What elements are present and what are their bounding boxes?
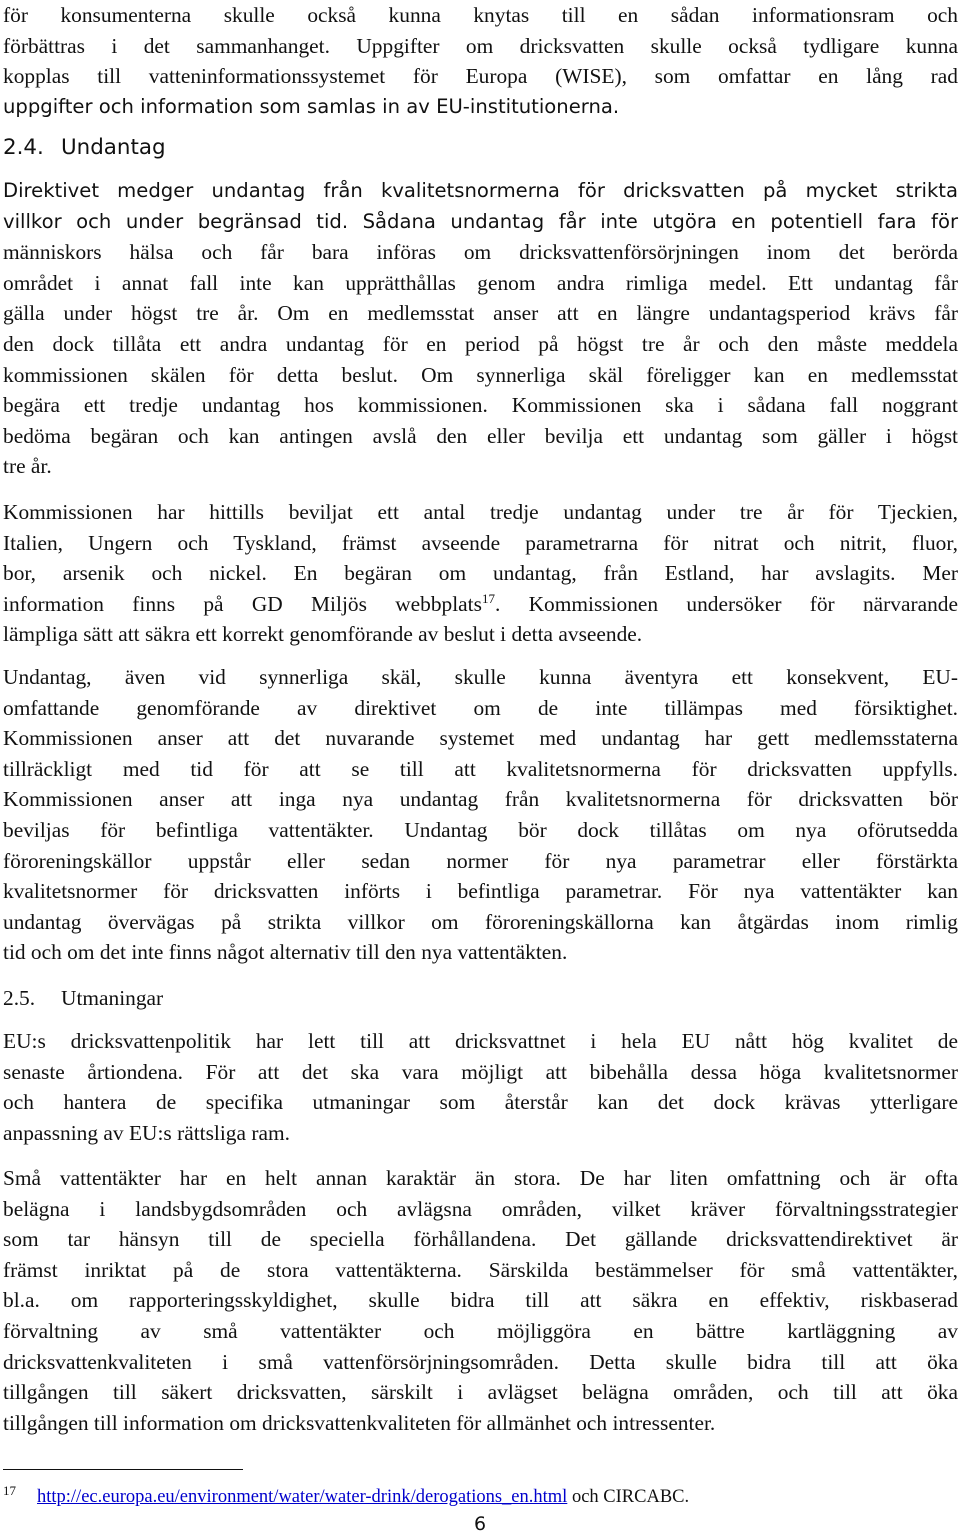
text-line: Små vattentäkter har en helt annan karaktär än stora. De har liten omfattning och är ofta	[3, 1166, 958, 1190]
text-line: den dock tillåta ett andra undantag för en period på högst tre år och den måste meddela	[3, 331, 958, 356]
text-line: som tar hänsyn till de speciella förhållandena. Det gällande dricksvattendirektivet är	[3, 1227, 958, 1252]
text-line: lämpliga sätt att säkra ett korrekt genomförande av beslut i detta avseende.	[3, 622, 643, 647]
text-line: Kommissionen har hittills beviljat ett antal tredje undantag under tre år för Tjeckien,	[3, 500, 958, 524]
text-line: beviljas för befintliga vattentäkter. Undantag bör dock tillåtas om nya oförutsedda	[3, 817, 958, 842]
text-line: anpassning av EU:s rättsliga ram.	[3, 1120, 290, 1145]
text-line: undantag övervägas på strikta villkor om föroreningskällorna kan åtgärdas inom rimlig	[3, 909, 958, 934]
challenges-paragraph-1	[3, 1026, 958, 1148]
text-line	[3, 589, 958, 620]
section-number: 2.5.	[3, 986, 36, 1010]
footnote-trailing-text: och CIRCABC.	[567, 1487, 690, 1507]
section-heading-2-4	[3, 133, 166, 163]
footnote-separator	[3, 1469, 243, 1470]
section-heading-2-5	[3, 983, 163, 1013]
text-line: EU:s dricksvattenpolitik har lett till att dricksvattnet i hela EU nått hög kvalitet de	[3, 1029, 958, 1053]
text-line: främst inriktat på de stora vattentäkterna. Särskilda bestämmelser för små vattentäkter,	[3, 1257, 958, 1282]
text-line: uppgifter och information som samlas in av EU-institutionerna.	[3, 94, 620, 118]
text-line: tillräckligt med tid för att se till att kvalitetsnormerna för dricksvatten uppfylls.	[3, 756, 958, 781]
text-line: området i annat fall inte kan upprätthållas genom andra rimliga medel. Ett undantag får	[3, 270, 958, 295]
text-segment: information finns på GD Miljös webbplats	[3, 591, 482, 616]
intro-paragraph	[3, 0, 958, 122]
text-line: bor, arsenik och nickel. En begäran om undantag, från Estland, har avslagits. Mer	[3, 561, 958, 586]
text-line: tre år.	[3, 454, 52, 479]
footnote: 17 http://ec.europa.eu/environment/water/water-drink/derogations_en.html och CIRCABC.	[3, 1482, 690, 1507]
text-line: kvalitetsnormer för dricksvatten införts i befintliga parametrar. För nya vattentäkter kan	[3, 879, 958, 904]
text-line: människors hälsa och får bara införas om dricksvattenförsörjningen inom det berörda	[3, 240, 958, 265]
text-line: Italien, Ungern och Tyskland, främst avseende parametrarna för nitrat och nitrit, fluor,	[3, 530, 958, 555]
text-line: gälla under högst tre år. Om en medlemsstat anser att en längre undantagsperiod krävs får	[3, 301, 958, 326]
section-number: 2.4.	[3, 135, 44, 160]
text-line: senaste årtiondena. För att det ska vara möjligt att bibehålla dessa höga kvalitetsnormer	[3, 1059, 958, 1084]
text-line: föroreningskällor uppstår eller sedan normer för nya parametrar eller förstärkta	[3, 848, 958, 873]
text-line: för konsumenterna skulle också kunna knytas till en sådan informationsram och	[3, 3, 958, 27]
page-number: 6	[473, 1513, 487, 1535]
text-line: tid och om det inte finns något alternativ till den nya vattentäkten.	[3, 940, 568, 965]
text-line: dricksvattenkvaliteten i små vattenförsörjningsområden. Detta skulle bidra till att öka	[3, 1349, 958, 1374]
derogation-paragraph-1	[3, 176, 958, 482]
challenges-paragraph-2	[3, 1163, 958, 1438]
text-line: Undantag, även vid synnerliga skäl, skulle kunna äventyra ett konsekvent, EU-	[3, 665, 958, 689]
text-line: Direktivet medger undantag från kvalitetsnormerna för dricksvatten på mycket strikta	[3, 179, 958, 202]
text-line: tillgången till information om dricksvattenkvaliteten för allmänhet och intressenter.	[3, 1410, 716, 1435]
text-line: villkor och under begränsad tid. Sådana undantag får inte utgöra en potentiell fara för	[3, 209, 958, 233]
text-line: Kommissionen anser att inga nya undantag från kvalitetsnormerna för dricksvatten bör	[3, 787, 958, 812]
text-line: kommissionen skälen för detta beslut. Om synnerliga skäl föreligger kan en medlemsstat	[3, 362, 958, 387]
text-line: förbättras i det sammanhanget. Uppgifter om dricksvatten skulle också tydligare kunna	[3, 33, 958, 58]
section-title: Utmaningar	[61, 986, 164, 1010]
text-line: kopplas till vatteninformationssystemet för Europa (WISE), som omfattar en lång rad	[3, 64, 958, 89]
derogation-paragraph-2	[3, 497, 958, 650]
text-line: förvaltning av små vattentäkter och möjliggöra en bättre kartläggning av	[3, 1318, 958, 1343]
footnote-link[interactable]: http://ec.europa.eu/environment/water/water-drink/derogations_en.html	[37, 1487, 568, 1507]
text-line: bl.a. om rapporteringsskyldighet, skulle bidra till att säkra en effektiv, riskbaserad	[3, 1288, 958, 1313]
section-title: Undantag	[61, 135, 166, 160]
footnote-reference[interactable]: 17	[481, 590, 495, 606]
text-line: omfattande genomförande av direktivet om de inte tillämpas med försiktighet.	[3, 695, 958, 720]
text-line: och hantera de specifika utmaningar som återstår kan det dock krävas ytterligare	[3, 1090, 958, 1115]
text-line: Kommissionen anser att det nuvarande systemet med undantag har gett medlemsstaterna	[3, 726, 958, 751]
text-line: bedöma begäran och kan antingen avslå den eller bevilja ett undantag som gäller i högst	[3, 423, 958, 448]
text-line: begära ett tredje undantag hos kommissionen. Kommissionen ska i sådana fall noggrant	[3, 393, 958, 418]
text-line: belägna i landsbygdsområden och avlägsna områden, vilket kräver förvaltningsstrategier	[3, 1196, 958, 1221]
derogation-paragraph-3	[3, 662, 958, 968]
text-segment: . Kommissionen undersöker för närvarande	[494, 591, 958, 616]
text-line: tillgången till säkert dricksvatten, särskilt i avlägset belägna områden, och till att öka	[3, 1380, 958, 1405]
